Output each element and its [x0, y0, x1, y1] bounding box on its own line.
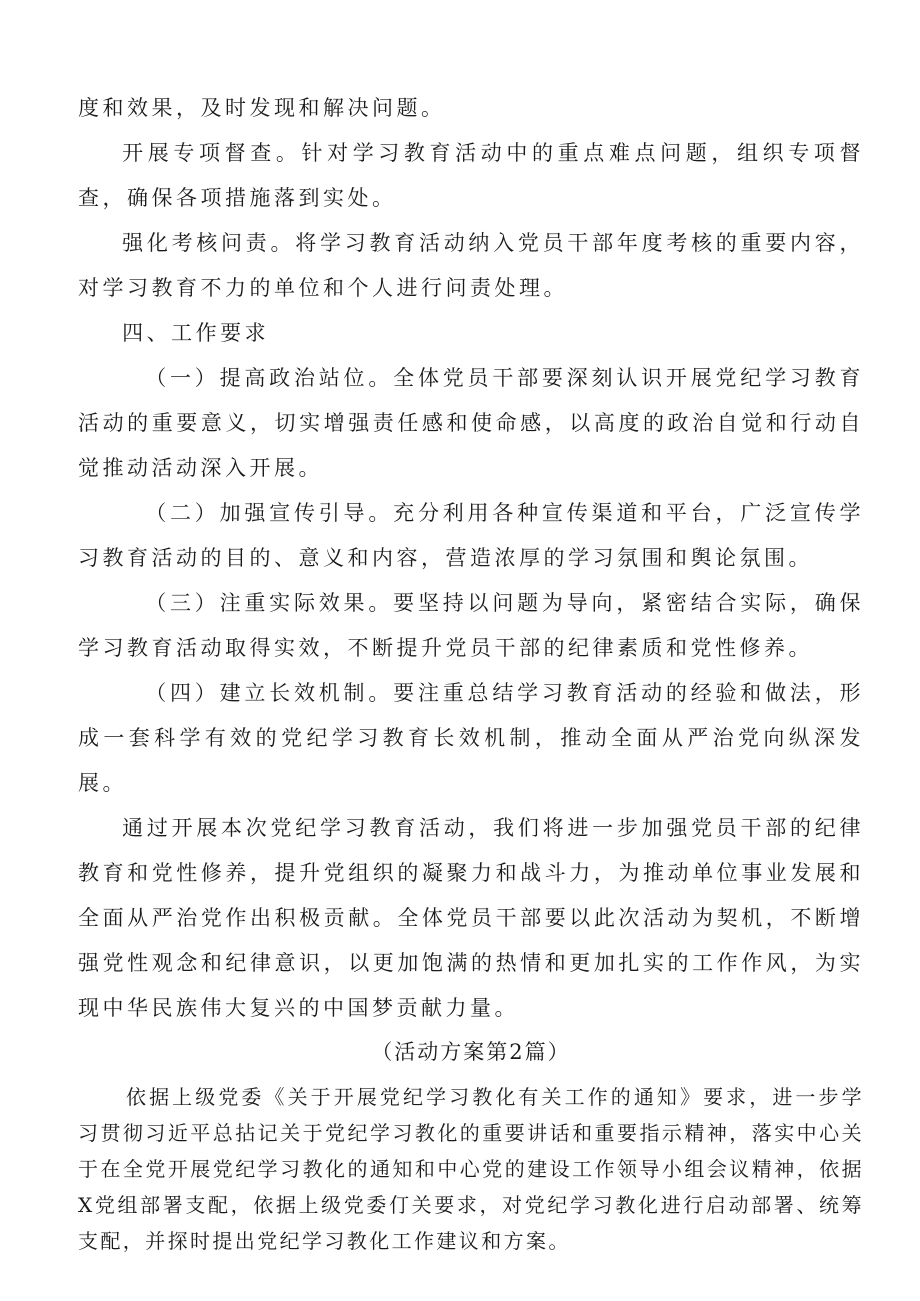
paragraph-conclusion: 通过开展本次党纪学习教育活动，我们将进一步加强党员干部的纪律教育和党性修养，提升党组织的凝聚力和战斗力，为推动单位事业发展和全面从严治党作出积极贡献。全体党员干部要以此次活动为契机，不断增强党性观念和纪律意识，以更加饱满的热情和更加扎实的工作作风，为实现中华民族伟大复兴的中国梦贡献力量。 — [78, 816, 864, 1020]
paragraph-requirement-1: （一）提高政治站位。全体党员干部要深刻认识开展党纪学习教育活动的重要意义，切实增强责任感和使命感，以高度的政治自觉和行动自觉推动活动深入开展。 — [78, 366, 864, 480]
paragraph-second-plan-intro: 依据上级党委《关于开展党纪学习教化有关工作的通知》要求，进一步学习贯彻习近平总拈记关于党纪学习教化的重要讲话和重要指示精神，落实中心关于在全党开展党纪学习教化的通知和中心党的建设工作领导小组会议精神，依据X党组部署支配，依据上级党委仃关要求，对党纪学习教化进行启动部署、统筹支配，并探时提出党纪学习教化工作建议和方案。 — [78, 1085, 864, 1253]
paragraph-special-inspection: 开展专项督查。针对学习教育活动中的重点难点问题，组织专项督查，确保各项措施落到实处。 — [78, 141, 864, 210]
paragraph-requirement-2: （二）加强宣传引导。充分利用各种宣传渠道和平台，广泛宣传学习教育活动的目的、意义和内容，营造浓厚的学习氛围和舆论氛围。 — [78, 501, 864, 570]
paragraph-requirement-4: （四）建立长效机制。要注重总结学习教育活动的经验和做法，形成一套科学有效的党纪学习教育长效机制，推动全面从严治党向纵深发展。 — [78, 681, 864, 795]
document-page — [78, 86, 864, 1259]
section-title: （活动方案第2篇） — [371, 1040, 571, 1064]
paragraph-continuation: 度和效果，及时发现和解决问题。 — [78, 96, 446, 120]
paragraph-requirement-3: （三）注重实际效果。要坚持以问题为导向，紧密结合实际，确保学习教育活动取得实效，不断提升党员干部的纪律素质和党性修养。 — [78, 591, 864, 660]
section-heading-work-requirements: 四、工作要求 — [122, 321, 270, 345]
paragraph-assessment-accountability: 强化考核问责。将学习教育活动纳入党员干部年度考核的重要内容，对学习教育不力的单位和个人进行问责处理。 — [78, 231, 864, 300]
